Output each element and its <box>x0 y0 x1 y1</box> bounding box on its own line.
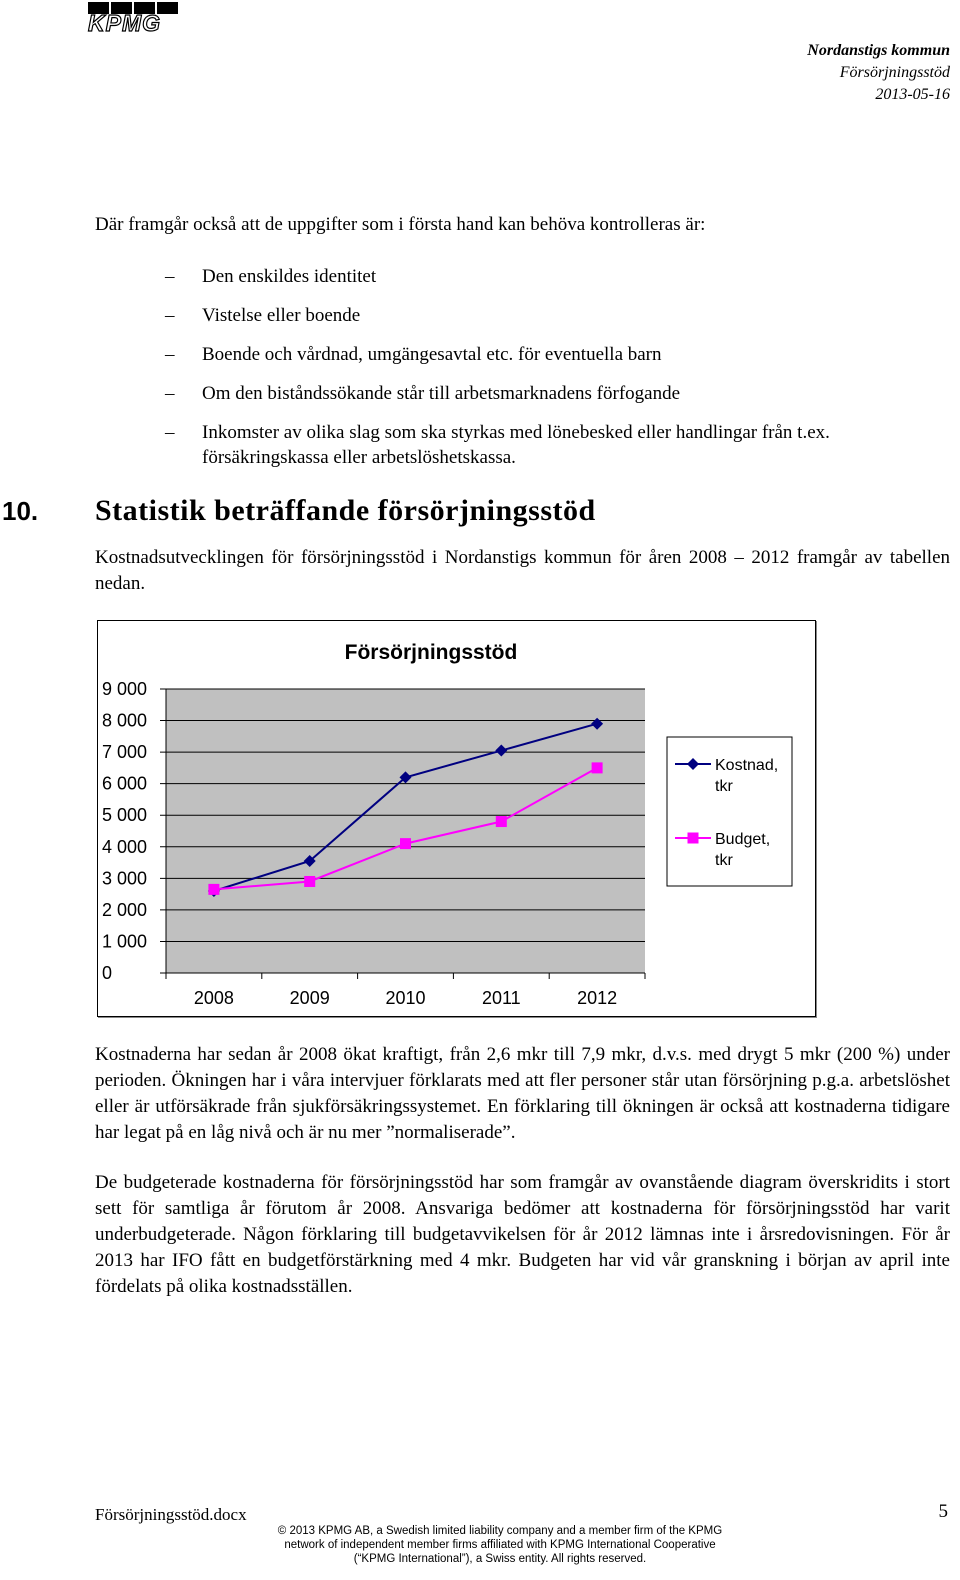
paragraph-budget: De budgeterade kostnaderna för försörjningsstöd har som framgår av ovanstående diagram överskridits i stort sett för samtliga år förutom år 2008. Ansvariga bedömer att kostnaderna för försörjningsstöd har varit underbudgeterade. Någon förklaring till budgetavvikelsen för år 2012 lämnas inte i årsredovisningen. För år 2013 har IFO fått en budgetförstärkning med 4 mkr. Budgeten har vid vår granskning i början av april inte fördelats på olika kostnadsställen. <box>95 1172 950 1297</box>
y-tick-label: 0 <box>102 963 113 983</box>
chart-frame <box>97 620 816 1017</box>
kpmg-logo <box>88 2 178 36</box>
list-item: – Inkomster av olika slag som ska styrkas med lönebesked eller handlingar från t.ex. försäkringskassa eller arbetslöshetskassa. <box>165 422 830 468</box>
verification-list <box>165 264 955 484</box>
legend-label: Budget, tkr <box>715 831 771 869</box>
intro-paragraph: Där framgår också att de uppgifter som i första hand kan behöva kontrolleras är: <box>95 214 706 235</box>
header-date: 2013-05-16 <box>875 86 950 103</box>
y-tick-label: 9 000 <box>102 679 148 699</box>
y-tick-label: 8 000 <box>102 710 148 731</box>
list-bullet: – <box>165 305 175 326</box>
footer-filename: Försörjningsstöd.docx <box>95 1505 247 1524</box>
list-item: – Vistelse eller boende <box>165 305 361 326</box>
document-header <box>807 40 950 106</box>
y-tick-label: 7 000 <box>102 742 148 763</box>
y-tick-label: 6 000 <box>102 773 148 794</box>
x-tick-label: 2008 <box>193 988 234 1008</box>
line-chart <box>98 621 815 1016</box>
legend-label: Kostnad, tkr <box>715 757 779 795</box>
data-point-budget <box>400 838 411 849</box>
y-tick-label: 3 000 <box>102 868 148 889</box>
footer-copyright: © 2013 KPMG AB, a Swedish limited liability company and a member firm of the KPMG network of independent member firms affiliated with KPMG International Cooperative (“KPMG International”), a Swiss entity. All rights reserved. <box>277 1525 723 1565</box>
x-tick-label: 2012 <box>577 988 618 1008</box>
y-tick-label: 2 000 <box>102 899 148 920</box>
y-tick-label: 1 000 <box>102 931 148 952</box>
x-tick-label: 2009 <box>289 988 330 1008</box>
section-intro: Kostnadsutvecklingen för försörjningsstöd i Nordanstigs kommun för åren 2008 – 2012 framgår av tabellen nedan. <box>95 547 950 594</box>
data-point-budget <box>592 762 603 773</box>
list-bullet: – <box>165 422 175 443</box>
section-title: Statistik beträffande försörjningsstöd <box>95 494 596 527</box>
y-tick-label: 4 000 <box>102 836 148 857</box>
y-tick-label: 5 000 <box>102 805 148 826</box>
list-bullet: – <box>165 344 175 365</box>
list-item: – Den enskildes identitet <box>165 266 377 287</box>
data-point-budget <box>208 884 219 895</box>
list-item: – Boende och vårdnad, umgängesavtal etc. för eventuella barn <box>165 344 662 365</box>
list-bullet: – <box>165 383 175 404</box>
data-point-budget <box>496 816 507 827</box>
data-point-budget <box>304 876 315 887</box>
plot-area <box>166 689 645 973</box>
header-organization: Nordanstigs kommun <box>807 42 950 59</box>
x-tick-label: 2010 <box>385 988 426 1008</box>
page-number: 5 <box>938 1501 948 1522</box>
paragraph-cost-development: Kostnaderna har sedan år 2008 ökat kraftigt, från 2,6 mkr till 7,9 mkr, d.v.s. med drygt 5 mkr (200 %) under perioden. Ökningen har i våra intervjuer förklarats med att fler personer står utan försörjning p.g.a. arbetslöshet eller är utförsäkrade från sjukförsäkringssystemet. En förklaring till ökningen är också att kostnaderna tidigare har legat på en låg nivå och är nu mer ”normaliserade”. <box>95 1044 950 1143</box>
logo-text: KPMG <box>88 10 161 36</box>
list-bullet: – <box>165 266 175 287</box>
list-item: – Om den biståndssökande står till arbetsmarknadens förfogande <box>165 383 681 404</box>
legend-marker-budget <box>688 833 699 844</box>
header-subject: Försörjningsstöd <box>839 64 950 81</box>
chart-title: Försörjningsstöd <box>344 641 518 664</box>
x-tick-label: 2011 <box>481 988 521 1008</box>
section-number: 10. <box>2 496 39 526</box>
